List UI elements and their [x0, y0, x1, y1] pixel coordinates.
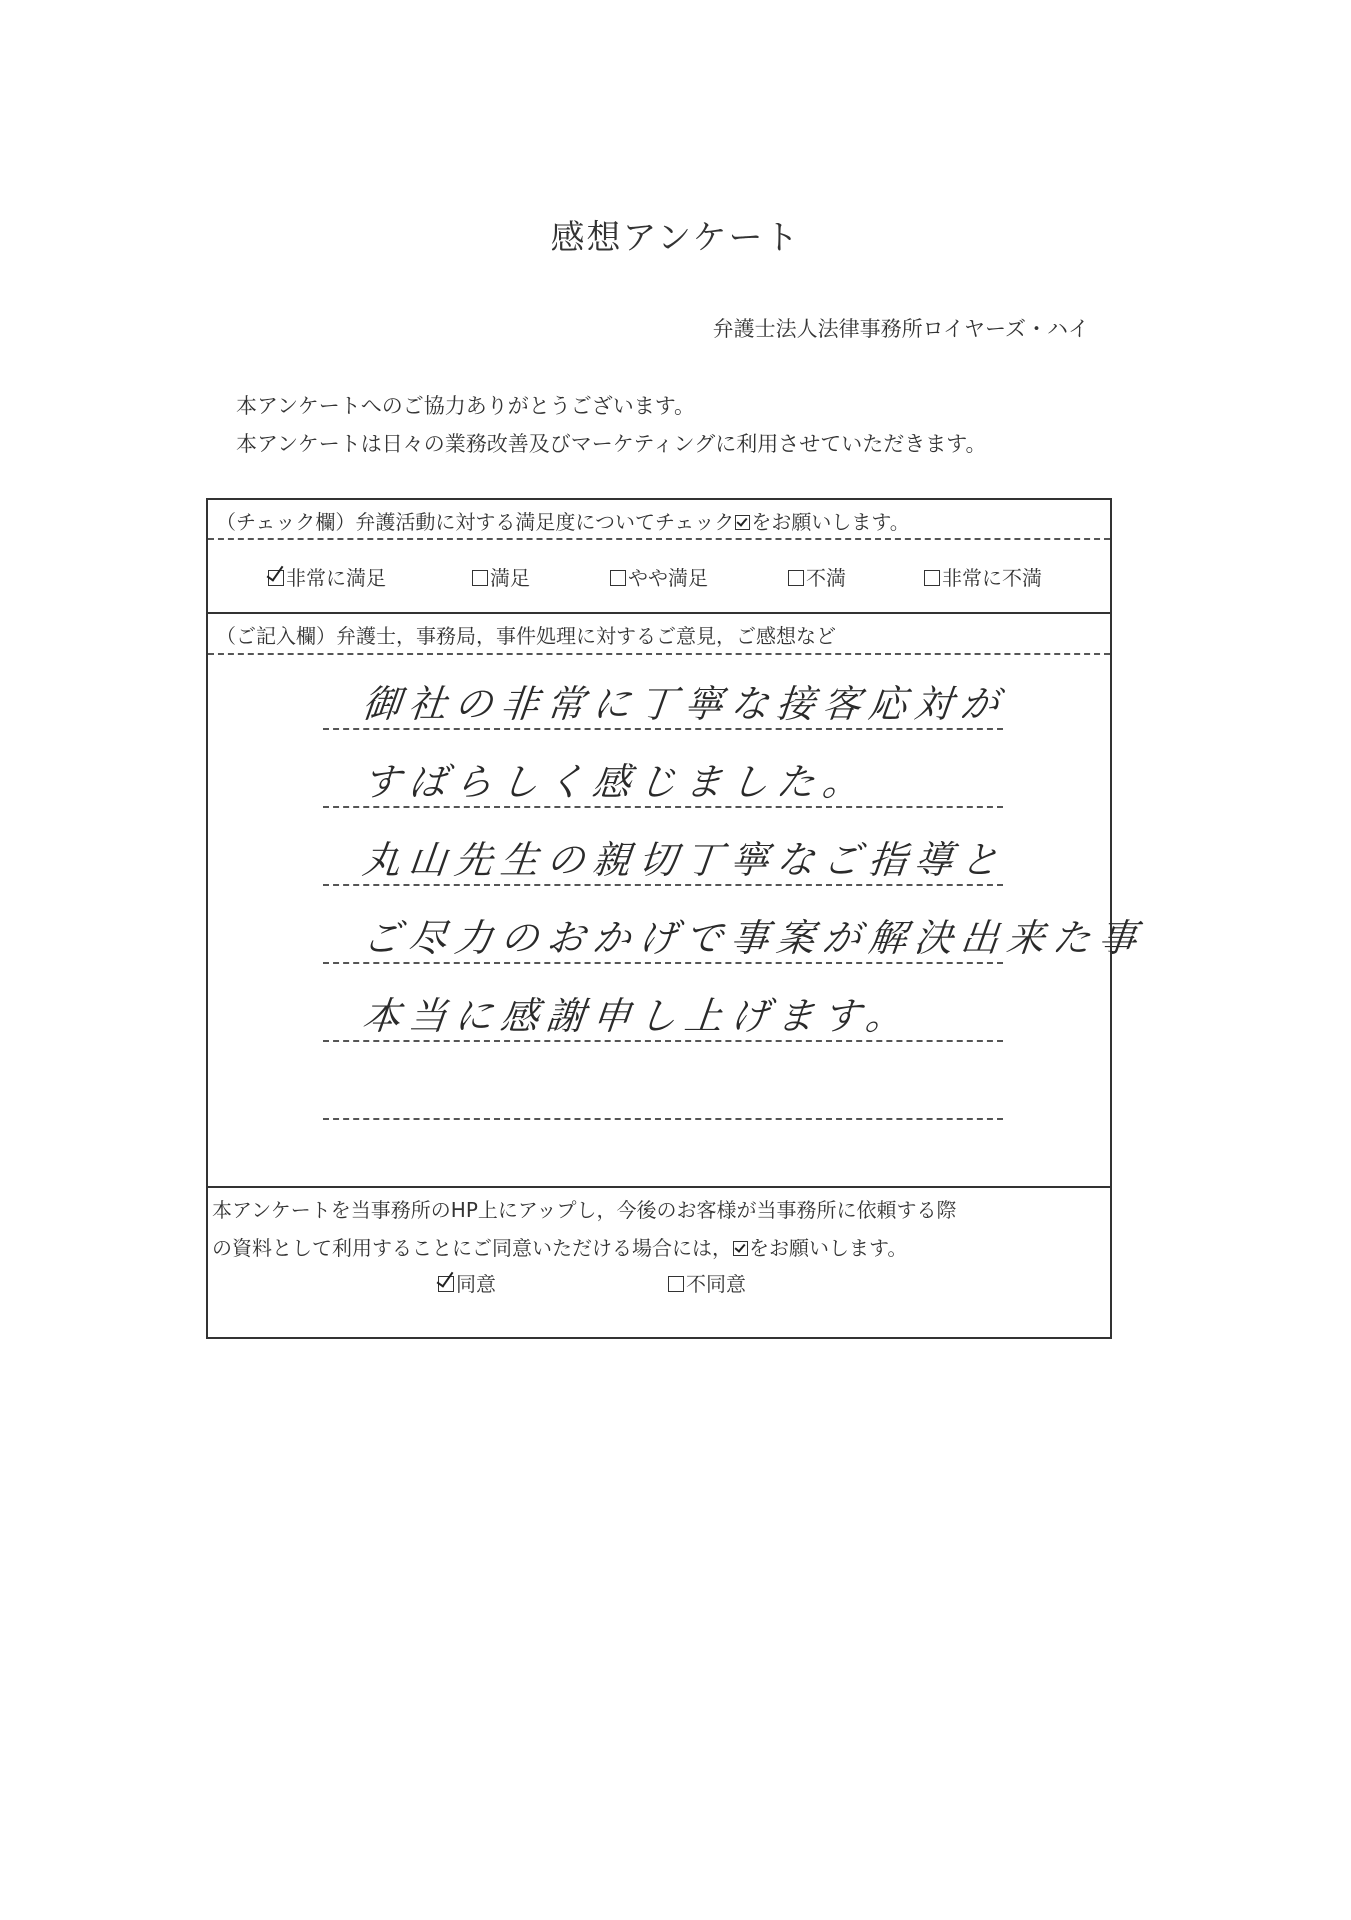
survey-form — [206, 498, 1147, 1339]
intro-text-line-1: 本アンケートへのご協力ありがとうございます。 — [236, 394, 696, 418]
consent-text-suffix: をお願いします。 — [749, 1236, 908, 1260]
rating-option-very-dissatisfied[interactable] — [924, 562, 1042, 591]
divider — [208, 538, 1110, 540]
check-label-suffix: をお願いします。 — [751, 510, 910, 534]
checkbox-icon[interactable] — [472, 570, 488, 586]
checked-checkbox-icon[interactable] — [268, 570, 284, 586]
agree-label: 同意 — [456, 1272, 496, 1296]
handwritten-text: すばらしく感じました。 — [360, 760, 871, 804]
divider — [208, 1186, 1110, 1188]
consent-text-line-2 — [212, 1232, 907, 1261]
check-section-label — [216, 506, 910, 535]
rating-option-dissatisfied[interactable] — [788, 562, 846, 591]
rating-option-very-satisfied[interactable] — [268, 562, 386, 591]
comment-line[interactable] — [323, 1040, 1003, 1120]
page-title: 感想アンケート — [550, 218, 801, 258]
consent-option-disagree[interactable] — [668, 1268, 746, 1297]
rating-label: 満足 — [490, 566, 530, 590]
comment-line[interactable] — [323, 962, 1003, 1042]
check-label-text: （チェック欄）弁護活動に対する満足度についてチェック — [216, 510, 735, 534]
comment-line[interactable] — [323, 728, 1003, 808]
checkbox-icon[interactable] — [610, 570, 626, 586]
organization-name: 弁護士法人法律事務所ロイヤーズ・ハイ — [712, 317, 1089, 341]
dashed-rule — [323, 1118, 1003, 1120]
comment-line[interactable] — [323, 806, 1009, 886]
rating-label: 非常に不満 — [942, 566, 1042, 590]
checked-box-icon — [733, 1241, 748, 1256]
handwritten-text: 本当に感謝申し上げます。 — [360, 994, 914, 1038]
handwritten-text: 御社の非常に丁寧な接客応対が — [360, 682, 1009, 726]
intro-text-line-2: 本アンケートは日々の業務改善及びマーケティングに利用させていただきます。 — [236, 432, 987, 456]
handwritten-text: ご尽力のおかげで事案が解決出来た事 — [360, 916, 1147, 960]
comment-line[interactable] — [323, 884, 1147, 964]
checkbox-icon[interactable] — [668, 1276, 684, 1292]
comment-line[interactable] — [323, 650, 1009, 730]
handwritten-text: 丸山先生の親切丁寧なご指導と — [360, 838, 1009, 882]
comment-section-label: （ご記入欄）弁護士，事務局，事件処理に対するご意見，ご感想など — [216, 624, 836, 648]
rating-label: 非常に満足 — [286, 566, 386, 590]
disagree-label: 不同意 — [686, 1272, 746, 1296]
checked-box-icon — [735, 515, 750, 530]
consent-text-line-1: 本アンケートを当事務所のHP上にアップし，今後のお客様が当事務所に依頼する際 — [212, 1198, 957, 1222]
rating-label: 不満 — [806, 566, 846, 590]
rating-option-somewhat-satisfied[interactable] — [610, 562, 708, 591]
consent-text: の資料として利用することにご同意いただける場合には， — [212, 1236, 732, 1260]
checkbox-icon[interactable] — [924, 570, 940, 586]
rating-label: やや満足 — [628, 566, 708, 590]
checkbox-icon[interactable] — [788, 570, 804, 586]
divider — [208, 612, 1110, 614]
rating-option-satisfied[interactable] — [472, 562, 530, 591]
consent-option-agree[interactable] — [438, 1268, 496, 1297]
checked-checkbox-icon[interactable] — [438, 1276, 454, 1292]
